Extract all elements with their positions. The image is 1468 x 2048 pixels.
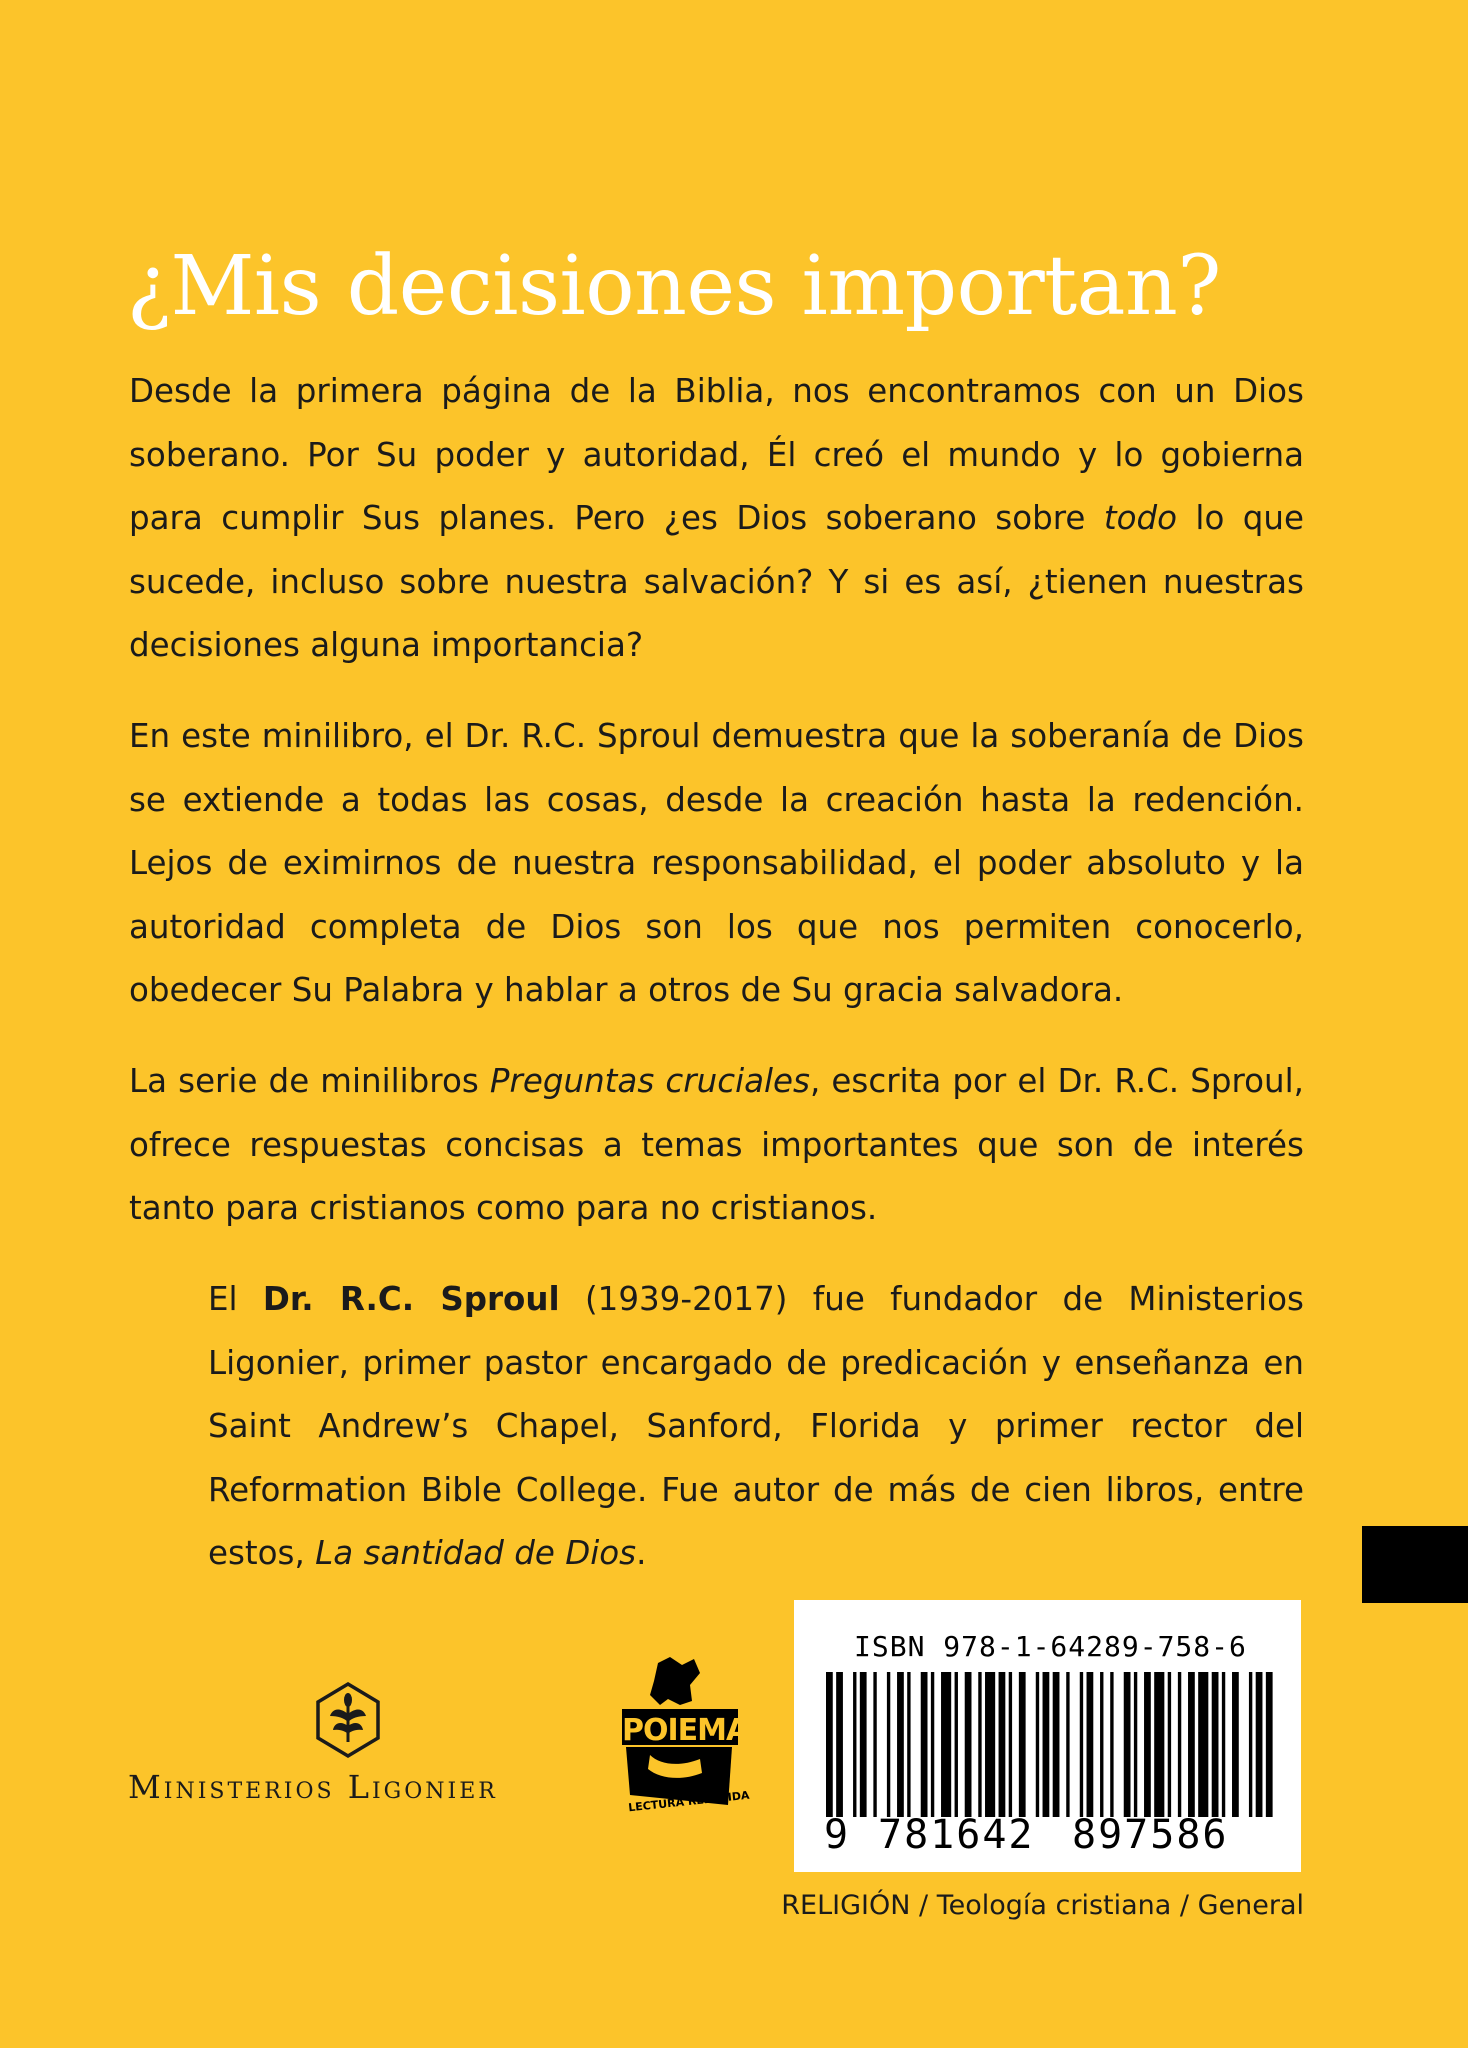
barcode-bar [860, 1672, 867, 1817]
category-label: RELIGIÓN / Teología cristiana / General [781, 1890, 1304, 1921]
barcode-bar [1087, 1672, 1094, 1817]
barcode-bar [1036, 1672, 1039, 1817]
barcode-bar [1198, 1672, 1208, 1817]
barcode-bar [965, 1672, 972, 1817]
barcode-bars [826, 1672, 1276, 1817]
barcode-bar [931, 1672, 934, 1817]
ligonier-emblem-icon [308, 1680, 388, 1760]
description-paragraph-2: En este minilibro, el Dr. R.C. Sproul demuestra que la soberanía de Dios se extiende a todas las cosas, desde la creación hasta la redención. Lejos de eximirnos de nuestra responsabilidad, el poder absoluto y la autoridad completa de Dios son los que nos permiten conocerlo, obedecer Su Palabra y hablar a otros de Su gracia salvadora. [129, 717, 1304, 1009]
ligonier-logo [128, 1680, 568, 1810]
barcode-bar [887, 1672, 890, 1817]
barcode-bar [1066, 1672, 1069, 1817]
barcode-bar [1256, 1672, 1263, 1817]
barcode-bar [1100, 1672, 1103, 1817]
barcode-bar [1212, 1672, 1219, 1817]
barcode-bar [826, 1672, 833, 1817]
book-reference: La santidad de Dios [315, 1534, 637, 1572]
barcode-bar [1009, 1672, 1012, 1817]
barcode-bar [1154, 1672, 1164, 1817]
ean-number: 9 781642 897586 [824, 1812, 1229, 1858]
barcode-bar [907, 1672, 910, 1817]
barcode-bar [1019, 1672, 1026, 1817]
barcode-bar [1110, 1672, 1113, 1817]
description-paragraph-1: Desde la primera página de la Biblia, nos encontramos con un Dios soberano. Por Su poder y autoridad, Él creó el mundo y lo gobierna para cumplir Sus planes. Pero ¿es Dios soberano sobre todo lo que sucede, incluso sobre nuestra salvación? Y si es así, ¿tienen nuestras decisiones alguna importancia? [129, 372, 1304, 664]
book-title: ¿Mis decisiones importan? [127, 238, 1221, 334]
poiema-logo [620, 1655, 751, 1825]
author-bio: El Dr. R.C. Sproul (1939-2017) fue fundador de Ministerios Ligonier, primer pastor encargado de predicación y enseñanza en Saint Andrew’s Chapel, Sanford, Florida y primer rector del Reformation Bible College. Fue autor de más de cien libros, entre estos, La santidad de Dios. [208, 1280, 1304, 1572]
barcode-bar [897, 1672, 904, 1817]
barcode-bar [1168, 1672, 1171, 1817]
barcode-bar [1232, 1672, 1239, 1817]
barcode-bar [978, 1672, 981, 1817]
spine-tab-marker [1362, 1526, 1468, 1603]
barcode-bar [1249, 1672, 1252, 1817]
barcode-bar [1053, 1672, 1060, 1817]
barcode-panel [794, 1600, 1301, 1872]
barcode-bar [1266, 1672, 1273, 1817]
barcode-bar [1043, 1672, 1050, 1817]
series-paragraph: La serie de minilibros Preguntas cruciales, escrita por el Dr. R.C. Sproul, ofrece respuestas concisas a temas importantes que son de interés tanto para cristianos como para no cristianos. [129, 1062, 1304, 1227]
poiema-tagline: LECTURA REDIMIDA [627, 1788, 751, 1815]
barcode-bar [873, 1672, 876, 1817]
author-name: Dr. R.C. Sproul [262, 1280, 560, 1318]
barcode-bar [1188, 1672, 1195, 1817]
barcode-bar [1124, 1672, 1131, 1817]
barcode-bar [1144, 1672, 1151, 1817]
poiema-wordmark: POIEMA [622, 1713, 749, 1748]
barcode-bar [1080, 1672, 1083, 1817]
isbn-text: ISBN 978-1-64289-758-6 [854, 1630, 1247, 1663]
barcode-bar [985, 1672, 995, 1817]
barcode-bar [921, 1672, 928, 1817]
barcode-bar [1222, 1672, 1225, 1817]
barcode-bar [955, 1672, 958, 1817]
barcode-bar [1178, 1672, 1181, 1817]
barcode-bar [853, 1672, 856, 1817]
barcode-bar [1134, 1672, 1137, 1817]
ligonier-name: Ministerios Ligonier [128, 1768, 498, 1806]
barcode-bar [941, 1672, 951, 1817]
barcode-bar [836, 1672, 843, 1817]
barcode-bar [999, 1672, 1006, 1817]
